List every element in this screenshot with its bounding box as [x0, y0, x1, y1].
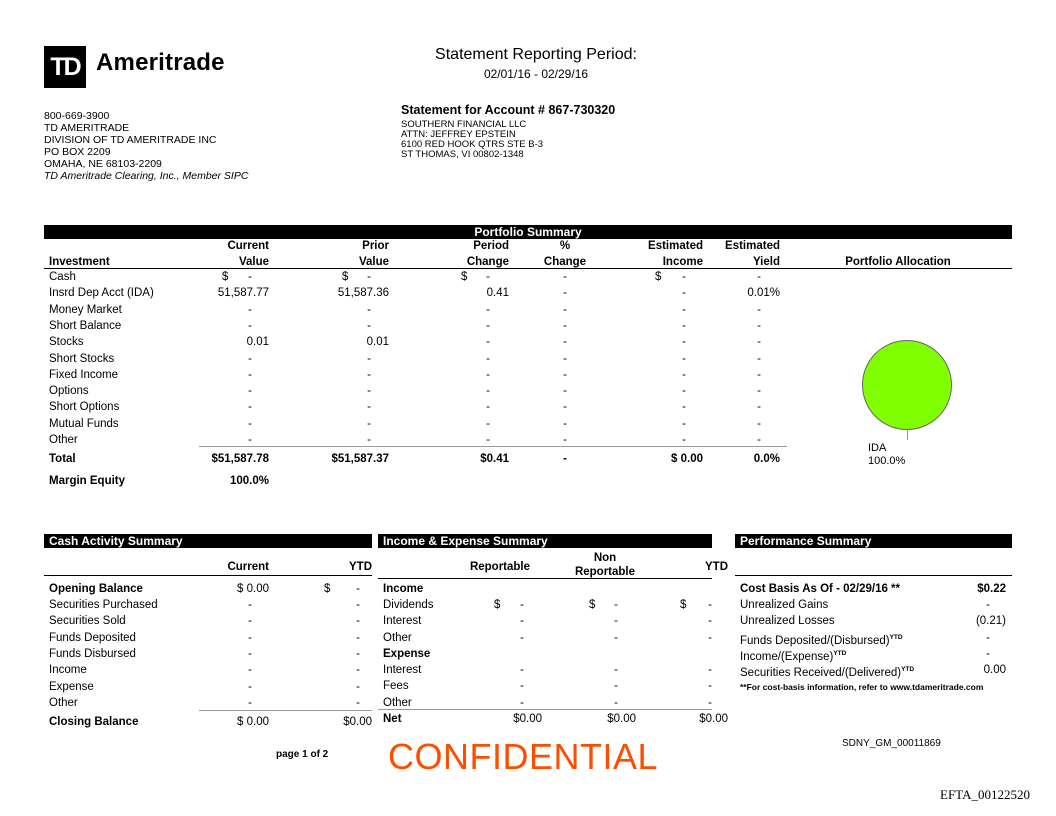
header-period-1: Period: [473, 240, 509, 252]
opening-balance-ytd: -: [356, 583, 360, 595]
row-prior-value: -: [367, 434, 371, 446]
row-investment-name: Insrd Dep Acct (IDA): [49, 287, 154, 299]
perf-row-value: (0.21): [975, 615, 1006, 627]
row-prior-value: -: [367, 385, 371, 397]
ytd-superscript: YTD: [901, 666, 915, 673]
expense-row-label: Interest: [383, 664, 422, 676]
contact-line: 800-669-3900: [44, 110, 110, 122]
row-prior-value: -: [367, 418, 371, 430]
row-est-yield: -: [757, 385, 761, 397]
header-current-2: Value: [238, 256, 269, 268]
row-prior-value: -: [367, 320, 371, 332]
cash-header-ytd: YTD: [349, 561, 372, 573]
row-est-yield: -: [757, 336, 761, 348]
cash-row-label: Other: [49, 697, 78, 709]
cash-row-ytd: -: [356, 599, 360, 611]
cash-row-current: -: [248, 697, 252, 709]
address-line: ATTN: JEFFREY EPSTEIN: [401, 129, 516, 140]
row-est-income: -: [682, 271, 686, 283]
opening-balance-current: $ 0.00: [237, 583, 269, 595]
row-prior-value: -: [367, 353, 371, 365]
row-current-value: -: [248, 304, 252, 316]
row-est-yield: -: [757, 271, 761, 283]
cost-basis-label: Cost Basis As Of - 02/29/16 **: [740, 583, 901, 595]
ytd-superscript: YTD: [889, 634, 903, 641]
perf-row-label-text: Income/(Expense): [740, 650, 834, 663]
row-est-yield: -: [757, 401, 761, 413]
td-logo-mark: TD: [44, 46, 86, 88]
header-est-income-1: Estimated: [648, 240, 703, 252]
row-investment-name: Short Balance: [49, 320, 122, 332]
margin-equity-value: 100.0%: [229, 475, 269, 487]
row-current-value: -: [248, 353, 252, 365]
expense-row-label: Other: [383, 697, 412, 709]
cash-row-ytd: -: [356, 615, 360, 627]
row-investment-name: Cash: [49, 271, 76, 283]
row-pct-change: -: [563, 287, 567, 299]
perf-row-label: [740, 598, 828, 612]
row-current-value: 51,587.77: [217, 287, 269, 299]
cash-row-label: Funds Deposited: [49, 632, 136, 644]
header-pct-1: %: [559, 240, 571, 252]
income-expense-bar: Income & Expense Summary: [378, 534, 712, 548]
perf-row-value: -: [986, 599, 990, 611]
row-est-income: -: [682, 320, 686, 332]
income-row-label: Dividends: [383, 599, 434, 611]
header-current-1: Current: [227, 240, 269, 252]
dollar-sign: $: [324, 583, 331, 595]
cash-row-label: Income: [49, 664, 87, 676]
row-period-change: -: [486, 418, 490, 430]
row-prior-value: 51,587.36: [337, 287, 389, 299]
row-est-income: -: [682, 336, 686, 348]
total-current: $51,587.78: [211, 453, 269, 465]
expense-row-reportable: -: [520, 680, 524, 692]
total-est-income: $ 0.00: [671, 453, 703, 465]
row-prior-value: -: [367, 401, 371, 413]
confidential-stamp: CONFIDENTIAL: [388, 736, 659, 777]
portfolio-summary-bar: Portfolio Summary: [44, 225, 1012, 239]
row-period-change: -: [486, 385, 490, 397]
expense-row-non-reportable: -: [614, 697, 618, 709]
income-row-reportable: -: [520, 632, 524, 644]
row-period-change: -: [486, 304, 490, 316]
row-period-change: -: [486, 336, 490, 348]
row-prior-value: 0.01: [366, 336, 389, 348]
closing-balance-label: Closing Balance: [49, 716, 139, 728]
expense-section-label: Expense: [383, 648, 431, 660]
income-section-label: Income: [383, 583, 424, 595]
income-row-ytd: -: [708, 599, 712, 611]
row-pct-change: -: [563, 336, 567, 348]
perf-row-value: 0.00: [983, 664, 1006, 676]
row-prior-value: -: [367, 369, 371, 381]
cash-row-current: -: [248, 599, 252, 611]
row-period-change: -: [486, 369, 490, 381]
row-est-yield: -: [757, 434, 761, 446]
row-investment-name: Mutual Funds: [49, 418, 119, 430]
ytd-superscript: YTD: [833, 650, 847, 657]
expense-row-ytd: -: [708, 680, 712, 692]
margin-equity-label: Margin Equity: [49, 475, 126, 487]
dollar-sign: $: [680, 599, 687, 611]
income-header-non-2: Reportable: [574, 566, 636, 578]
member-sipc: TD Ameritrade Clearing, Inc., Member SIPC: [44, 170, 249, 182]
allocation-label: IDA: [868, 442, 887, 454]
expense-row-ytd: -: [708, 697, 712, 709]
header-prior-2: Value: [358, 256, 389, 268]
row-period-change: -: [486, 271, 490, 283]
cash-row-ytd: -: [356, 697, 360, 709]
performance-bar: Performance Summary: [735, 534, 1012, 548]
row-period-change: -: [486, 353, 490, 365]
period-dates: 02/01/16 - 02/29/16: [483, 67, 589, 81]
page-number: page 1 of 2: [276, 749, 329, 760]
row-pct-change: -: [563, 434, 567, 446]
row-current-value: -: [248, 385, 252, 397]
row-est-yield: -: [757, 418, 761, 430]
cash-row-ytd: -: [356, 681, 360, 693]
income-header-reportable: Reportable: [469, 561, 531, 573]
row-est-income: -: [682, 287, 686, 299]
income-row-ytd: -: [708, 632, 712, 644]
row-pct-change: -: [563, 353, 567, 365]
perf-row-label: [740, 647, 846, 664]
income-row-label: Interest: [383, 615, 422, 627]
cash-row-label: Securities Sold: [49, 615, 126, 627]
perf-row-label-text: Unrealized Gains: [740, 599, 829, 611]
header-pct-2: Change: [543, 256, 587, 268]
total-label: Total: [49, 453, 76, 465]
sdny-bates: SDNY_GM_00011869: [842, 738, 941, 749]
income-row-label: Other: [383, 632, 412, 644]
income-row-reportable: -: [520, 599, 524, 611]
row-current-value: -: [248, 434, 252, 446]
row-est-income: -: [682, 353, 686, 365]
cash-row-ytd: -: [356, 664, 360, 676]
net-rule: [378, 709, 712, 710]
cash-row-current: -: [248, 632, 252, 644]
closing-balance-ytd: $0.00: [343, 716, 372, 728]
dollar-sign: $: [494, 599, 501, 611]
row-period-change: -: [486, 434, 490, 446]
logo-name: Ameritrade: [96, 49, 225, 76]
net-ytd: $0.00: [699, 713, 728, 725]
total-est-yield: 0.0%: [753, 453, 780, 465]
perf-row-label-text: Unrealized Losses: [740, 615, 835, 627]
total-rule: [199, 446, 787, 447]
row-investment-name: Fixed Income: [49, 369, 119, 381]
row-pct-change: -: [563, 320, 567, 332]
row-period-change: -: [486, 401, 490, 413]
row-est-income: -: [682, 304, 686, 316]
row-est-income: -: [682, 401, 686, 413]
cash-row-current: -: [248, 681, 252, 693]
row-investment-name: Money Market: [49, 304, 122, 316]
net-non-reportable: $0.00: [607, 713, 636, 725]
dollar-sign: $: [222, 271, 229, 283]
perf-row-label-text: Funds Deposited/(Disbursed): [740, 634, 890, 647]
header-est-yield-1: Estimated: [725, 240, 780, 252]
contact-line: DIVISION OF TD AMERITRADE INC: [44, 134, 217, 146]
row-est-income: -: [682, 434, 686, 446]
opening-balance-label: Opening Balance: [49, 583, 143, 595]
income-header-rule: [378, 578, 712, 579]
header-prior-1: Prior: [362, 240, 389, 252]
row-current-value: -: [248, 418, 252, 430]
closing-balance-current: $ 0.00: [237, 716, 269, 728]
row-period-change: -: [486, 320, 490, 332]
cash-row-ytd: -: [356, 632, 360, 644]
expense-row-reportable: -: [520, 697, 524, 709]
row-investment-name: Short Options: [49, 401, 120, 413]
row-est-income: -: [682, 385, 686, 397]
income-row-reportable: -: [520, 615, 524, 627]
dollar-sign: $: [461, 271, 468, 283]
row-pct-change: -: [563, 271, 567, 283]
total-pct: -: [563, 453, 567, 465]
row-est-yield: -: [757, 304, 761, 316]
net-reportable: $0.00: [513, 713, 542, 725]
account-title: Statement for Account # 867-730320: [401, 103, 616, 117]
income-header-non-1: Non: [593, 552, 617, 564]
income-row-non-reportable: -: [614, 615, 618, 627]
pie-leader-line: [907, 430, 908, 440]
expense-row-non-reportable: -: [614, 664, 618, 676]
header-est-yield-2: Yield: [752, 256, 780, 268]
cash-activity-bar: Cash Activity Summary: [44, 534, 372, 548]
row-est-yield: -: [757, 353, 761, 365]
row-current-value: 0.01: [246, 336, 269, 348]
row-est-yield: -: [757, 369, 761, 381]
cash-row-current: -: [248, 615, 252, 627]
contact-line: PO BOX 2209: [44, 146, 111, 158]
perf-row-value: -: [986, 632, 990, 644]
row-investment-name: Other: [49, 434, 78, 446]
dollar-sign: $: [342, 271, 349, 283]
perf-row-label: [740, 631, 903, 648]
row-current-value: -: [248, 401, 252, 413]
efta-bates: EFTA_00122520: [940, 787, 1030, 802]
row-pct-change: -: [563, 369, 567, 381]
perf-row-label: [740, 614, 835, 628]
net-label: Net: [383, 713, 402, 725]
address-line: SOUTHERN FINANCIAL LLC: [401, 119, 527, 130]
income-row-non-reportable: -: [614, 632, 618, 644]
header-investment: Investment: [49, 256, 110, 268]
row-pct-change: -: [563, 418, 567, 430]
dollar-sign: $: [589, 599, 596, 611]
row-prior-value: -: [367, 304, 371, 316]
row-investment-name: Options: [49, 385, 89, 397]
td-ameritrade-logo: [44, 46, 244, 88]
row-pct-change: -: [563, 401, 567, 413]
address-line: ST THOMAS, VI 00802-1348: [401, 149, 524, 160]
perf-row-label: [740, 663, 914, 680]
income-row-ytd: -: [708, 615, 712, 627]
address-line: 6100 RED HOOK QTRS STE B-3: [401, 139, 544, 150]
account-address: [401, 120, 543, 160]
row-est-yield: 0.01%: [747, 287, 780, 299]
row-pct-change: -: [563, 385, 567, 397]
total-period: $0.41: [480, 453, 509, 465]
row-pct-change: -: [563, 304, 567, 316]
cash-header-current: Current: [227, 561, 269, 573]
row-investment-name: Stocks: [49, 336, 84, 348]
dollar-sign: $: [655, 271, 662, 283]
total-prior: $51,587.37: [331, 453, 389, 465]
expense-row-label: Fees: [383, 680, 409, 692]
cash-row-label: Expense: [49, 681, 94, 693]
cost-basis-value: $0.22: [977, 583, 1006, 595]
cash-row-current: -: [248, 664, 252, 676]
perf-row-label-text: Securities Received/(Delivered): [740, 666, 902, 679]
portfolio-header-rule: [44, 268, 1012, 269]
perf-header-rule: [735, 575, 1012, 576]
cost-basis-note: **For cost-basis information, refer to www.tdameritrade.com: [740, 682, 984, 692]
contact-line: TD AMERITRADE: [44, 122, 130, 134]
cash-row-label: Securities Purchased: [49, 599, 158, 611]
row-current-value: -: [248, 320, 252, 332]
contact-line: OMAHA, NE 68103-2209: [44, 158, 162, 170]
row-est-income: -: [682, 369, 686, 381]
row-investment-name: Short Stocks: [49, 353, 115, 365]
row-current-value: -: [248, 271, 252, 283]
row-current-value: -: [248, 369, 252, 381]
row-prior-value: -: [367, 271, 371, 283]
allocation-pct: 100.0%: [868, 455, 906, 467]
expense-row-ytd: -: [708, 664, 712, 676]
row-period-change: 0.41: [486, 287, 509, 299]
cash-row-current: -: [248, 648, 252, 660]
expense-row-reportable: -: [520, 664, 524, 676]
cash-header-rule: [44, 575, 372, 576]
cash-row-ytd: -: [356, 648, 360, 660]
contact-block: [44, 110, 248, 182]
row-est-income: -: [682, 418, 686, 430]
header-est-income-2: Income: [662, 256, 703, 268]
closing-rule: [199, 710, 372, 711]
period-title: Statement Reporting Period:: [435, 46, 637, 63]
header-period-2: Change: [466, 256, 509, 268]
header-allocation: Portfolio Allocation: [845, 256, 951, 268]
expense-row-non-reportable: -: [614, 680, 618, 692]
row-est-yield: -: [757, 320, 761, 332]
income-row-non-reportable: -: [614, 599, 618, 611]
income-header-ytd: YTD: [705, 561, 728, 573]
portfolio-allocation-pie: [862, 340, 952, 430]
perf-row-value: -: [986, 648, 990, 660]
cash-row-label: Funds Disbursed: [49, 648, 136, 660]
